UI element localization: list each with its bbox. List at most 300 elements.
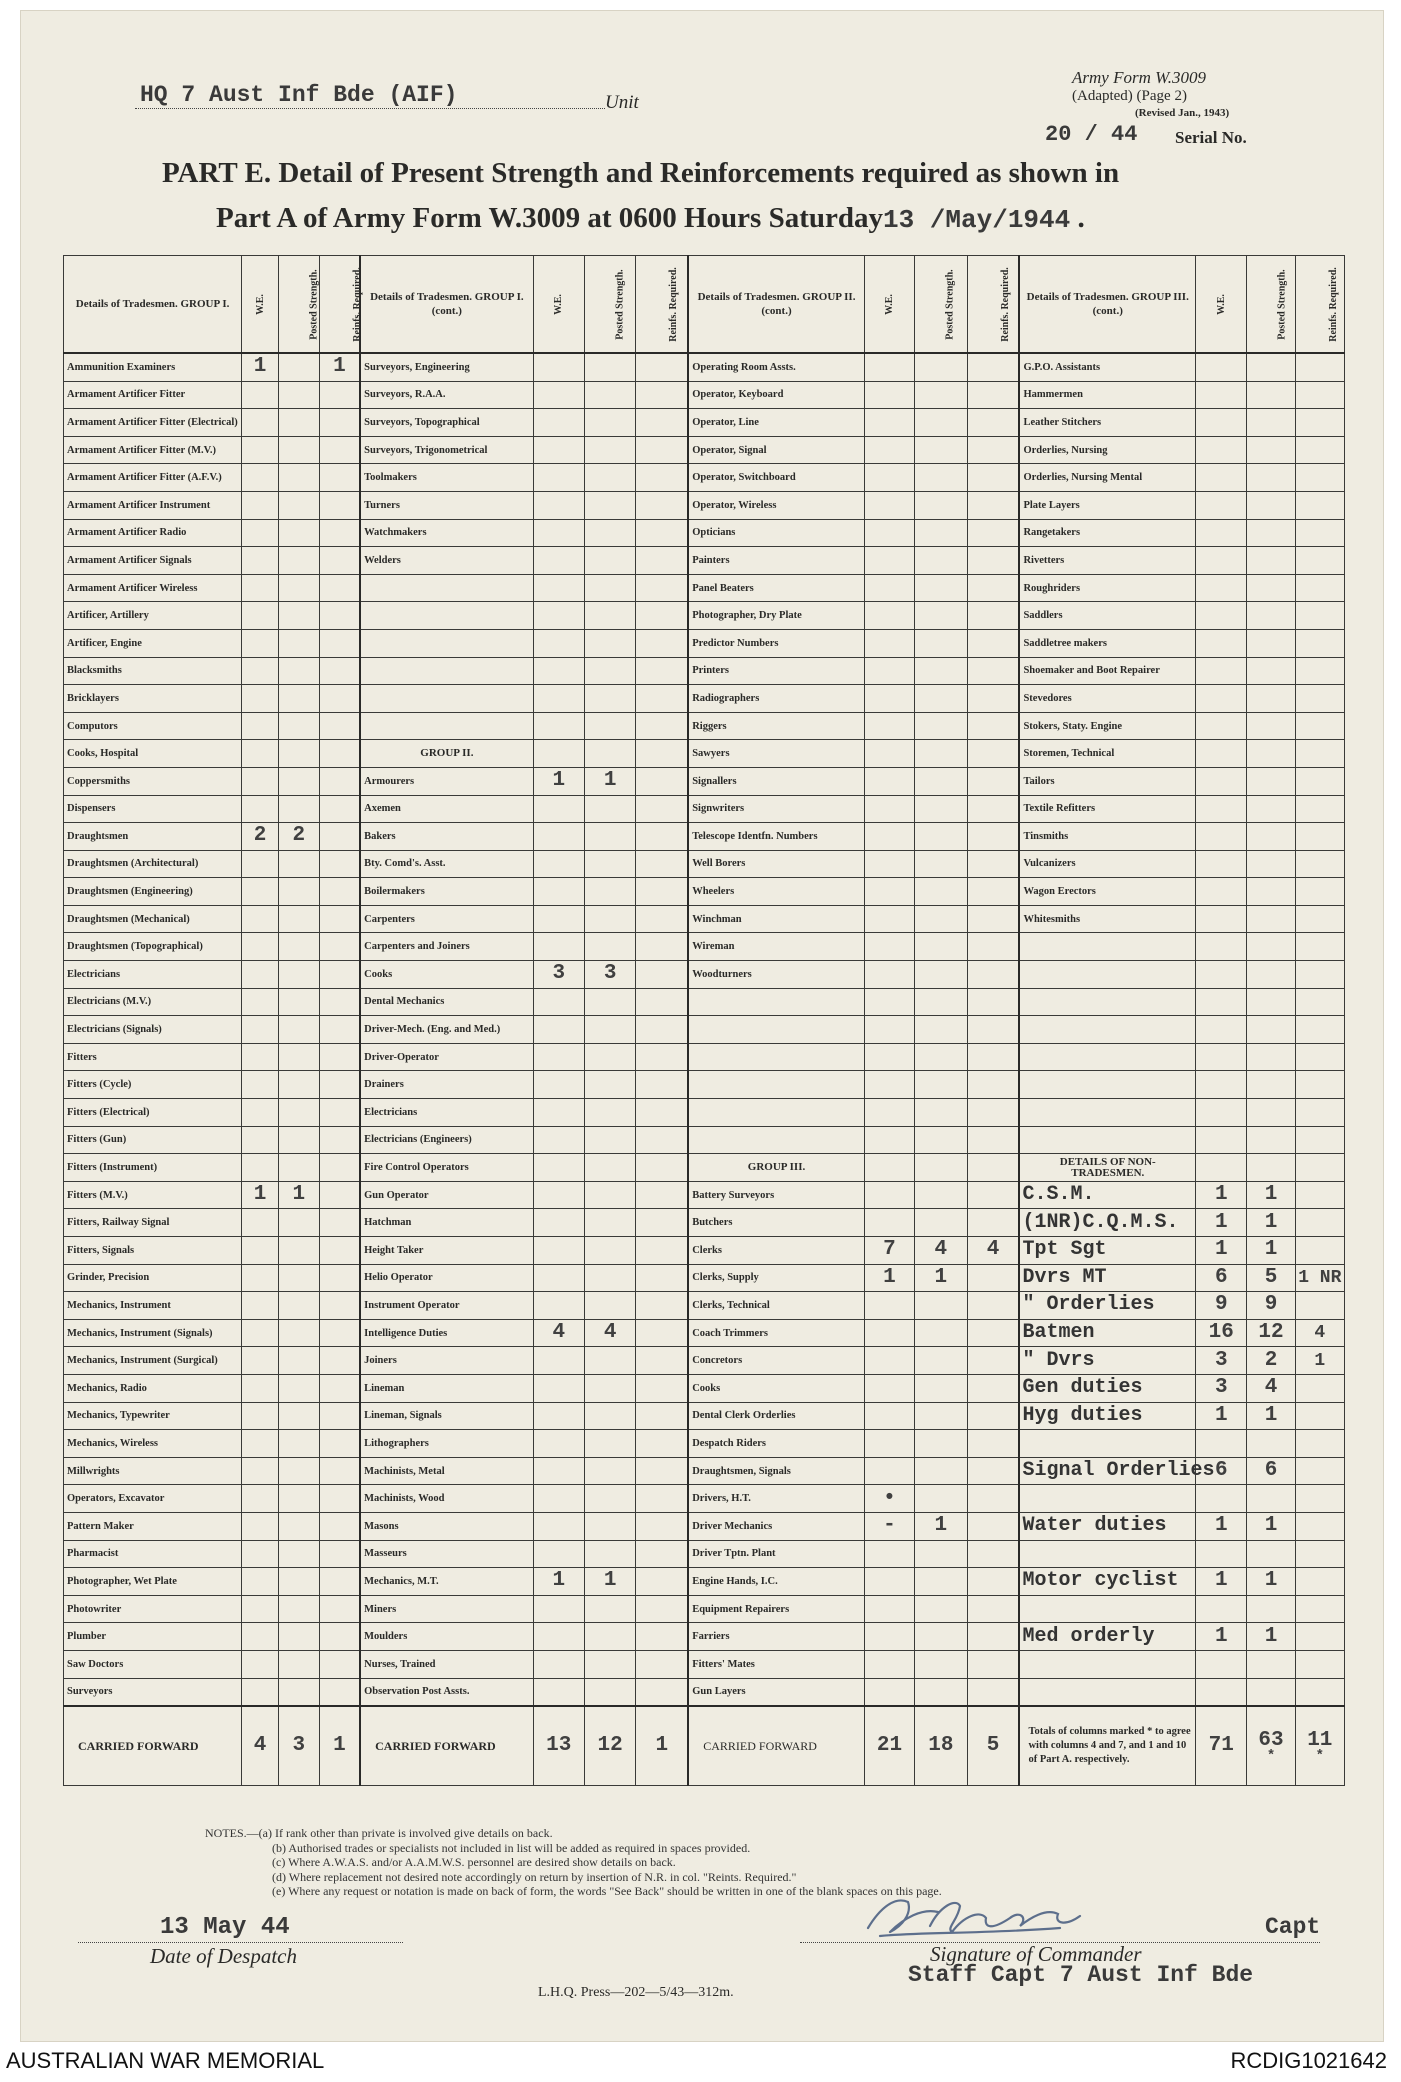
count-cell bbox=[636, 685, 688, 713]
count-cell bbox=[1247, 1043, 1295, 1071]
count-cell bbox=[584, 905, 635, 933]
table-row bbox=[64, 1678, 1345, 1706]
count-cell bbox=[1247, 795, 1295, 823]
count-cell bbox=[967, 1374, 1019, 1402]
count-cell bbox=[636, 850, 688, 878]
count-cell bbox=[1196, 685, 1247, 713]
count-cell bbox=[319, 1374, 360, 1402]
count-cell: 1 bbox=[1295, 1347, 1344, 1375]
count-cell bbox=[1295, 1181, 1344, 1209]
count-cell: • bbox=[864, 1485, 914, 1513]
trade-label: Joiners bbox=[360, 1347, 533, 1375]
trade-label: Moulders bbox=[360, 1623, 533, 1651]
count-cell bbox=[278, 740, 319, 768]
count-cell bbox=[864, 491, 914, 519]
count-cell bbox=[278, 574, 319, 602]
count-cell bbox=[864, 547, 914, 575]
count-cell bbox=[1247, 933, 1295, 961]
trade-label: Dental Clerk Orderlies bbox=[688, 1402, 864, 1430]
table-row bbox=[64, 491, 1345, 519]
count-cell bbox=[278, 685, 319, 713]
count-cell bbox=[967, 409, 1019, 437]
count-cell bbox=[915, 629, 967, 657]
count-cell bbox=[242, 740, 279, 768]
count-cell bbox=[1247, 657, 1295, 685]
col-posted: Posted Strength. bbox=[278, 256, 319, 354]
count-cell bbox=[242, 961, 279, 989]
count-cell bbox=[242, 988, 279, 1016]
signature-label: Signature of Commander bbox=[930, 1942, 1142, 1966]
trade-label: Operator, Wireless bbox=[688, 491, 864, 519]
commander-role: Staff Capt 7 Aust Inf Bde bbox=[908, 1962, 1254, 1988]
trade-label: Intelligence Duties bbox=[360, 1319, 533, 1347]
count-cell bbox=[915, 1154, 967, 1182]
total-cell: 13 bbox=[533, 1706, 584, 1786]
trade-label: Armament Artificer Signals bbox=[64, 547, 242, 575]
non-tradesman-label: Med orderly bbox=[1019, 1623, 1195, 1651]
count-cell bbox=[1295, 1374, 1344, 1402]
count-cell bbox=[1295, 933, 1344, 961]
trade-label: Winchman bbox=[688, 905, 864, 933]
count-cell bbox=[319, 574, 360, 602]
count-cell bbox=[864, 1374, 914, 1402]
count-cell bbox=[1247, 464, 1295, 492]
count-cell bbox=[915, 1485, 967, 1513]
count-cell bbox=[1295, 905, 1344, 933]
count-cell bbox=[967, 519, 1019, 547]
total-value: 11 bbox=[1307, 1729, 1333, 1753]
count-cell bbox=[533, 657, 584, 685]
count-cell bbox=[319, 1181, 360, 1209]
col-details-group1-cont: Details of Tradesmen. GROUP I. (cont.) bbox=[360, 256, 533, 354]
count-cell bbox=[278, 1154, 319, 1182]
count-cell bbox=[1196, 1485, 1247, 1513]
header-row bbox=[64, 256, 1345, 354]
count-cell bbox=[533, 381, 584, 409]
trade-label: Turners bbox=[360, 491, 533, 519]
count-cell bbox=[1295, 823, 1344, 851]
count-cell bbox=[1295, 1595, 1344, 1623]
count-cell bbox=[636, 1374, 688, 1402]
table-row bbox=[64, 657, 1345, 685]
count-cell bbox=[319, 740, 360, 768]
count-cell bbox=[915, 1650, 967, 1678]
count-cell bbox=[864, 409, 914, 437]
trade-label: Watchmakers bbox=[360, 519, 533, 547]
count-cell bbox=[1295, 574, 1344, 602]
trade-label bbox=[688, 1126, 864, 1154]
count-cell bbox=[1196, 381, 1247, 409]
count-cell bbox=[278, 464, 319, 492]
count-cell bbox=[584, 740, 635, 768]
count-cell bbox=[1295, 961, 1344, 989]
count-cell bbox=[533, 629, 584, 657]
count-cell bbox=[533, 519, 584, 547]
count-cell bbox=[1196, 1540, 1247, 1568]
trade-label: Saw Doctors bbox=[64, 1650, 242, 1678]
count-cell bbox=[915, 464, 967, 492]
count-cell bbox=[1196, 1126, 1247, 1154]
count-cell bbox=[864, 1430, 914, 1458]
trade-label: Pharmacist bbox=[64, 1540, 242, 1568]
count-cell bbox=[278, 767, 319, 795]
count-cell bbox=[242, 1512, 279, 1540]
count-cell bbox=[533, 1099, 584, 1127]
trade-label bbox=[1019, 961, 1195, 989]
count-cell bbox=[278, 1209, 319, 1237]
count-cell bbox=[864, 1154, 914, 1182]
carried-forward-row bbox=[64, 1706, 1345, 1786]
table-row bbox=[64, 547, 1345, 575]
trade-label: Drainers bbox=[360, 1071, 533, 1099]
count-cell bbox=[584, 657, 635, 685]
count-cell bbox=[1196, 1595, 1247, 1623]
trade-label bbox=[360, 712, 533, 740]
footer-source: AUSTRALIAN WAR MEMORIAL bbox=[6, 2048, 325, 2073]
count-cell bbox=[967, 1099, 1019, 1127]
trade-label: Cooks bbox=[688, 1374, 864, 1402]
count-cell bbox=[1247, 905, 1295, 933]
count-cell bbox=[319, 1568, 360, 1596]
count-cell bbox=[242, 574, 279, 602]
count-cell bbox=[636, 409, 688, 437]
trade-label: Nurses, Trained bbox=[360, 1650, 533, 1678]
trade-label: Lineman, Signals bbox=[360, 1402, 533, 1430]
trade-label: Electricians (Engineers) bbox=[360, 1126, 533, 1154]
col-reinfs: Reinfs. Required. bbox=[636, 256, 688, 354]
table-row bbox=[64, 1457, 1345, 1485]
table-row bbox=[64, 1623, 1345, 1651]
count-cell: 3 bbox=[1196, 1347, 1247, 1375]
count-cell bbox=[242, 795, 279, 823]
title-date: 13 /May/194 bbox=[883, 205, 1055, 235]
count-cell bbox=[1295, 464, 1344, 492]
trade-label: GROUP III. bbox=[688, 1154, 864, 1182]
trade-label: Plate Layers bbox=[1019, 491, 1195, 519]
table-row bbox=[64, 409, 1345, 437]
trade-label: DETAILS OF NON-TRADESMEN. bbox=[1019, 1154, 1195, 1182]
count-cell bbox=[915, 823, 967, 851]
total-cell: 18 bbox=[915, 1706, 967, 1786]
count-cell bbox=[1196, 850, 1247, 878]
trade-label: Engine Hands, I.C. bbox=[688, 1568, 864, 1596]
count-cell bbox=[278, 436, 319, 464]
non-tradesman-label bbox=[1019, 1595, 1195, 1623]
count-cell: 1 bbox=[1247, 1568, 1295, 1596]
count-cell bbox=[967, 1016, 1019, 1044]
trade-label bbox=[1019, 1016, 1195, 1044]
table-row bbox=[64, 1292, 1345, 1320]
trade-label: Draughtsmen (Mechanical) bbox=[64, 905, 242, 933]
trade-label: Fitters (M.V.) bbox=[64, 1181, 242, 1209]
count-cell: 1 bbox=[915, 1264, 967, 1292]
count-cell bbox=[967, 629, 1019, 657]
count-cell bbox=[1247, 1485, 1295, 1513]
unit-underline bbox=[135, 108, 605, 109]
non-tradesman-label bbox=[1019, 1650, 1195, 1678]
count-cell bbox=[636, 1292, 688, 1320]
trade-label: Toolmakers bbox=[360, 464, 533, 492]
col-we: W.E. bbox=[533, 256, 584, 354]
count-cell bbox=[864, 1595, 914, 1623]
title-year: 4 bbox=[1054, 205, 1071, 235]
trade-label: Surveyors bbox=[64, 1678, 242, 1706]
count-cell: 1 bbox=[1196, 1512, 1247, 1540]
trade-label: Grinder, Precision bbox=[64, 1264, 242, 1292]
count-cell bbox=[1247, 1650, 1295, 1678]
trade-label: Operator, Line bbox=[688, 409, 864, 437]
trade-label: Driver Mechanics bbox=[688, 1512, 864, 1540]
table-row bbox=[64, 740, 1345, 768]
table-row bbox=[64, 1209, 1345, 1237]
count-cell bbox=[584, 574, 635, 602]
trade-label: Draughtsmen, Signals bbox=[688, 1457, 864, 1485]
count-cell bbox=[584, 436, 635, 464]
form-revised: (Revised Jan., 1943) bbox=[1135, 107, 1230, 119]
non-tradesman-label: Hyg duties bbox=[1019, 1402, 1195, 1430]
count-cell bbox=[242, 547, 279, 575]
trade-label: Operator, Switchboard bbox=[688, 464, 864, 492]
note-line: (b) Authorised trades or specialists not included in list will be added as required in spaces provided. bbox=[272, 1840, 751, 1855]
trade-label: Leather Stitchers bbox=[1019, 409, 1195, 437]
count-cell bbox=[319, 1099, 360, 1127]
count-cell bbox=[1196, 1650, 1247, 1678]
count-cell bbox=[533, 1457, 584, 1485]
count-cell bbox=[242, 1126, 279, 1154]
count-cell bbox=[1247, 602, 1295, 630]
page-title-line2 bbox=[216, 202, 1085, 235]
count-cell bbox=[1247, 1099, 1295, 1127]
count-cell bbox=[533, 1485, 584, 1513]
count-cell bbox=[915, 1540, 967, 1568]
trade-label: Armament Artificer Instrument bbox=[64, 491, 242, 519]
count-cell bbox=[636, 767, 688, 795]
count-cell bbox=[636, 905, 688, 933]
trade-label: Mechanics, M.T. bbox=[360, 1568, 533, 1596]
count-cell bbox=[319, 1209, 360, 1237]
count-cell bbox=[864, 1292, 914, 1320]
count-cell bbox=[584, 1650, 635, 1678]
trade-label: Stevedores bbox=[1019, 685, 1195, 713]
count-cell bbox=[278, 547, 319, 575]
count-cell bbox=[636, 574, 688, 602]
count-cell bbox=[533, 1650, 584, 1678]
count-cell bbox=[636, 1319, 688, 1347]
count-cell: 4 bbox=[967, 1237, 1019, 1265]
trade-label: Orderlies, Nursing bbox=[1019, 436, 1195, 464]
count-cell bbox=[1196, 878, 1247, 906]
total-cell: 12 bbox=[584, 1706, 635, 1786]
table-row bbox=[64, 933, 1345, 961]
count-cell bbox=[636, 1678, 688, 1706]
count-cell bbox=[864, 961, 914, 989]
count-cell bbox=[278, 905, 319, 933]
trade-label bbox=[1019, 1126, 1195, 1154]
trade-label: Surveyors, Trigonometrical bbox=[360, 436, 533, 464]
trade-label: Saddletree makers bbox=[1019, 629, 1195, 657]
trade-label: Whitesmiths bbox=[1019, 905, 1195, 933]
count-cell bbox=[533, 1292, 584, 1320]
count-cell bbox=[967, 1043, 1019, 1071]
trade-label: Plumber bbox=[64, 1623, 242, 1651]
table-row bbox=[64, 1264, 1345, 1292]
count-cell bbox=[967, 657, 1019, 685]
count-cell bbox=[584, 933, 635, 961]
trade-label: Carpenters and Joiners bbox=[360, 933, 533, 961]
trade-label: Printers bbox=[688, 657, 864, 685]
table-row bbox=[64, 436, 1345, 464]
trade-label: Hammermen bbox=[1019, 381, 1195, 409]
count-cell bbox=[319, 1457, 360, 1485]
trade-label: Opticians bbox=[688, 519, 864, 547]
count-cell bbox=[915, 850, 967, 878]
count-cell bbox=[967, 1650, 1019, 1678]
trade-label: Predictor Numbers bbox=[688, 629, 864, 657]
count-cell bbox=[533, 823, 584, 851]
count-cell bbox=[1295, 1678, 1344, 1706]
count-cell: 1 bbox=[1196, 1237, 1247, 1265]
trade-label: Bty. Comd's. Asst. bbox=[360, 850, 533, 878]
trade-label: Signallers bbox=[688, 767, 864, 795]
count-cell bbox=[864, 1099, 914, 1127]
table-row bbox=[64, 1016, 1345, 1044]
count-cell bbox=[584, 381, 635, 409]
count-cell bbox=[967, 574, 1019, 602]
count-cell bbox=[1196, 933, 1247, 961]
count-cell bbox=[319, 1540, 360, 1568]
count-cell bbox=[915, 1099, 967, 1127]
trade-label: Fitters' Mates bbox=[688, 1650, 864, 1678]
trade-label: Miners bbox=[360, 1595, 533, 1623]
count-cell bbox=[1295, 1099, 1344, 1127]
count-cell bbox=[584, 602, 635, 630]
trade-label: Electricians (Signals) bbox=[64, 1016, 242, 1044]
count-cell bbox=[242, 409, 279, 437]
col-posted: Posted Strength. bbox=[915, 256, 967, 354]
count-cell bbox=[967, 547, 1019, 575]
total-cell: 5 bbox=[967, 1706, 1019, 1786]
count-cell bbox=[864, 1071, 914, 1099]
count-cell bbox=[242, 1237, 279, 1265]
count-cell bbox=[584, 629, 635, 657]
count-cell bbox=[278, 1568, 319, 1596]
count-cell bbox=[967, 1264, 1019, 1292]
trade-label bbox=[688, 1016, 864, 1044]
count-cell bbox=[242, 1209, 279, 1237]
count-cell bbox=[584, 1043, 635, 1071]
carried-forward-label: CARRIED FORWARD bbox=[64, 1706, 242, 1786]
count-cell: 1 bbox=[1196, 1402, 1247, 1430]
count-cell bbox=[1295, 519, 1344, 547]
count-cell bbox=[864, 381, 914, 409]
count-cell bbox=[533, 905, 584, 933]
count-cell bbox=[1247, 574, 1295, 602]
trade-label: GROUP II. bbox=[360, 740, 533, 768]
count-cell: 3 bbox=[584, 961, 635, 989]
count-cell bbox=[319, 685, 360, 713]
count-cell bbox=[533, 1623, 584, 1651]
count-cell bbox=[319, 1126, 360, 1154]
count-cell bbox=[278, 381, 319, 409]
count-cell bbox=[584, 1237, 635, 1265]
count-cell bbox=[584, 491, 635, 519]
count-cell bbox=[864, 685, 914, 713]
count-cell bbox=[533, 850, 584, 878]
total-cell: 1 bbox=[319, 1706, 360, 1786]
count-cell bbox=[278, 491, 319, 519]
count-cell bbox=[278, 1540, 319, 1568]
count-cell bbox=[278, 1650, 319, 1678]
count-cell bbox=[864, 767, 914, 795]
count-cell bbox=[967, 1402, 1019, 1430]
count-cell bbox=[915, 1623, 967, 1651]
count-cell bbox=[915, 1402, 967, 1430]
col-details-group1: Details of Tradesmen. GROUP I. bbox=[64, 256, 242, 354]
trade-label: Masons bbox=[360, 1512, 533, 1540]
star-mark: * bbox=[1315, 1748, 1325, 1765]
notes-block bbox=[205, 1826, 942, 1899]
count-cell bbox=[278, 1264, 319, 1292]
table-row bbox=[64, 1071, 1345, 1099]
trade-label: Fitters (Gun) bbox=[64, 1126, 242, 1154]
trade-label bbox=[688, 1071, 864, 1099]
count-cell bbox=[864, 933, 914, 961]
count-cell: 1 bbox=[1247, 1402, 1295, 1430]
count-cell bbox=[278, 1071, 319, 1099]
table-row bbox=[64, 685, 1345, 713]
count-cell bbox=[319, 1319, 360, 1347]
count-cell bbox=[1247, 767, 1295, 795]
count-cell bbox=[584, 1264, 635, 1292]
count-cell bbox=[967, 353, 1019, 381]
trade-label: Machinists, Wood bbox=[360, 1485, 533, 1513]
count-cell bbox=[1295, 685, 1344, 713]
count-cell bbox=[967, 381, 1019, 409]
trade-label: Operator, Signal bbox=[688, 436, 864, 464]
trade-label: Farriers bbox=[688, 1623, 864, 1651]
count-cell bbox=[242, 1540, 279, 1568]
count-cell bbox=[967, 823, 1019, 851]
count-cell bbox=[967, 1623, 1019, 1651]
count-cell: 1 bbox=[1196, 1209, 1247, 1237]
trade-label: Armament Artificer Fitter (A.F.V.) bbox=[64, 464, 242, 492]
total-value: 63 bbox=[1258, 1729, 1284, 1753]
count-cell bbox=[967, 1457, 1019, 1485]
count-cell bbox=[584, 464, 635, 492]
count-cell bbox=[1247, 491, 1295, 519]
count-cell bbox=[242, 1043, 279, 1071]
count-cell bbox=[1295, 547, 1344, 575]
totals-note: Totals of columns marked * to agree with columns 4 and 7, and 1 and 10 of Part A. respectively. bbox=[1019, 1706, 1195, 1786]
count-cell bbox=[636, 491, 688, 519]
count-cell bbox=[242, 1430, 279, 1458]
count-cell: 16 bbox=[1196, 1319, 1247, 1347]
count-cell bbox=[584, 1209, 635, 1237]
table-row bbox=[64, 1595, 1345, 1623]
rank: Capt bbox=[1265, 1914, 1321, 1940]
count-cell bbox=[319, 988, 360, 1016]
trade-label: Fitters, Signals bbox=[64, 1237, 242, 1265]
count-cell bbox=[1196, 1016, 1247, 1044]
count-cell bbox=[319, 1264, 360, 1292]
count-cell bbox=[1247, 1430, 1295, 1458]
count-cell bbox=[1295, 491, 1344, 519]
trade-label: Signwriters bbox=[688, 795, 864, 823]
table-row bbox=[64, 629, 1345, 657]
count-cell bbox=[1295, 436, 1344, 464]
trade-label: Operators, Excavator bbox=[64, 1485, 242, 1513]
count-cell bbox=[584, 1430, 635, 1458]
